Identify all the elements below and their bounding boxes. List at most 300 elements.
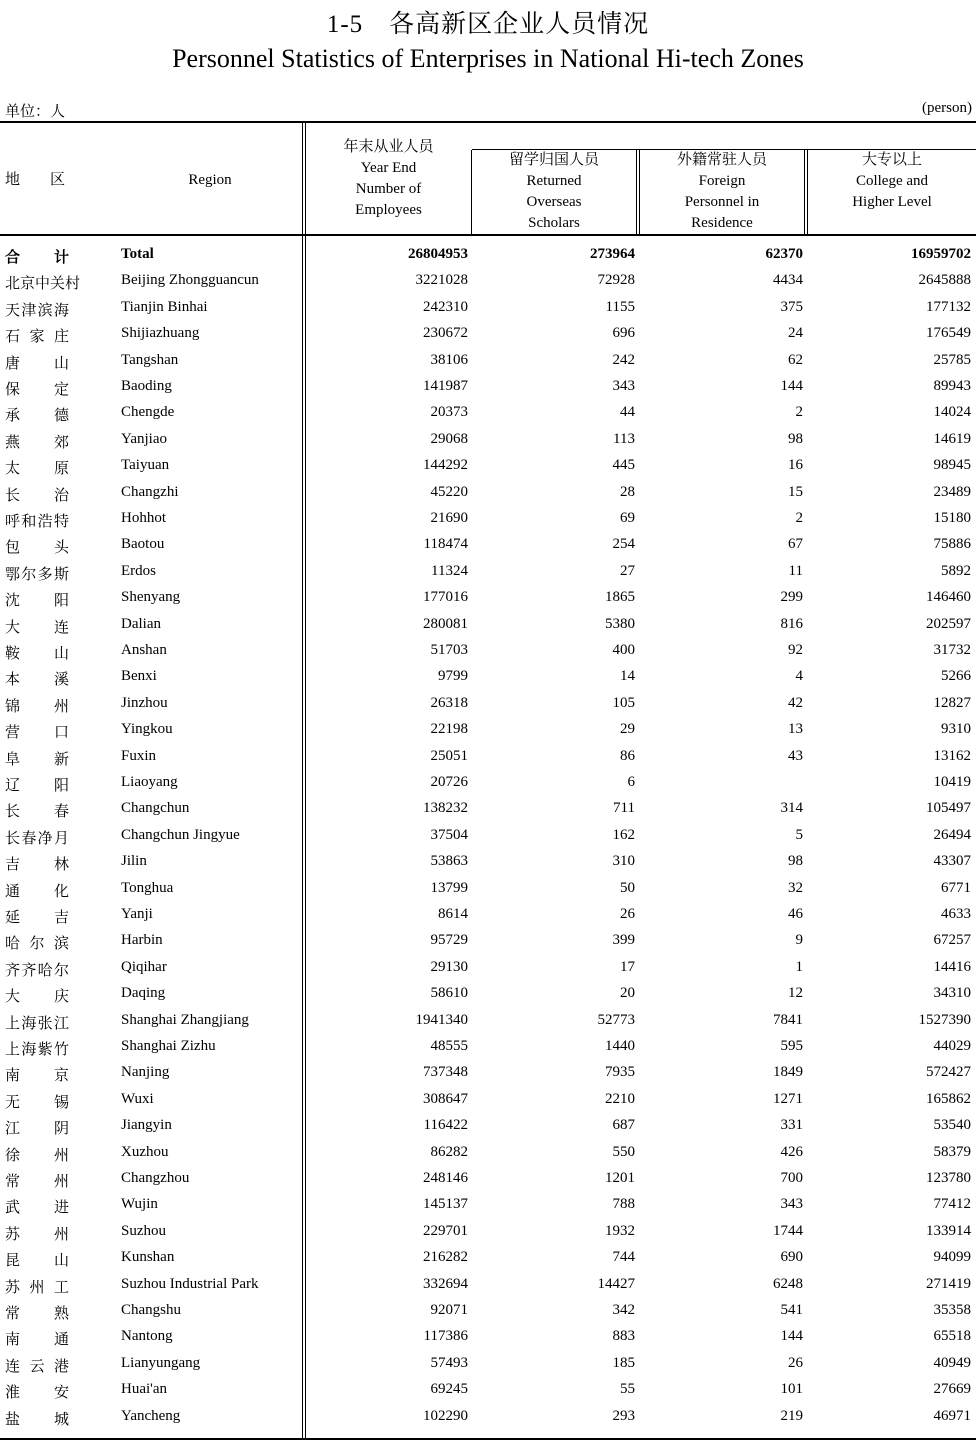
region-chinese-cell: 本溪 <box>5 672 69 689</box>
college-higher-cell: 35358 <box>933 1302 971 1318</box>
table-row <box>0 639 976 665</box>
region-chinese-cell: 唐山 <box>5 355 69 372</box>
year-end-employees-cell: 229701 <box>423 1222 468 1239</box>
year-end-employees-cell: 95729 <box>430 932 468 949</box>
foreign-personnel-cell: 144 <box>780 378 803 394</box>
header-col3-cn: 外籍常驻人员 <box>676 152 767 168</box>
region-chinese-cell: 常熟 <box>5 1306 69 1322</box>
region-chinese-cell: 昆山 <box>5 1253 69 1270</box>
foreign-personnel-cell: 9 <box>795 932 803 949</box>
header-col2-en1: Returned <box>526 173 582 189</box>
college-higher-cell: 67257 <box>933 932 971 949</box>
foreign-personnel-cell: 690 <box>780 1249 803 1266</box>
returned-scholars-cell: 1155 <box>605 298 635 315</box>
region-chinese-cell: 北京中关村 <box>5 276 81 293</box>
year-end-employees-cell: 57493 <box>430 1354 468 1371</box>
region-english-cell: Liaoyang <box>121 774 178 790</box>
college-higher-cell: 27669 <box>933 1381 971 1398</box>
region-english-cell: Shenyang <box>121 589 181 606</box>
region-english-cell: Jinzhou <box>121 694 168 711</box>
table-row <box>0 797 976 823</box>
table-row <box>0 507 976 533</box>
header-col2-cn: 留学归国人员 <box>508 152 599 168</box>
region-chinese-cell: 阜新 <box>5 751 69 768</box>
year-end-employees-cell: 11324 <box>431 562 468 579</box>
region-english-cell: Lianyungang <box>121 1354 201 1371</box>
year-end-employees-cell: 8614 <box>438 906 468 922</box>
region-english-cell: Xuzhou <box>121 1143 169 1160</box>
foreign-personnel-cell: 4 <box>795 668 803 685</box>
college-higher-cell: 44029 <box>933 1038 971 1054</box>
returned-scholars-cell: 14 <box>620 668 635 685</box>
college-higher-cell: 26494 <box>933 826 971 843</box>
year-end-employees-cell: 138232 <box>423 800 468 817</box>
year-end-employees-cell: 51703 <box>430 642 468 658</box>
header-col4-cn: 大专以上 <box>861 152 922 168</box>
foreign-personnel-cell: 700 <box>780 1170 803 1186</box>
year-end-employees-cell: 1941340 <box>415 1011 468 1028</box>
header-bottom-rule <box>0 234 976 236</box>
college-higher-cell: 10419 <box>933 774 971 790</box>
college-higher-cell: 202597 <box>926 615 971 632</box>
year-end-employees-cell: 21690 <box>430 510 468 526</box>
region-english-cell: Anshan <box>121 642 167 658</box>
foreign-personnel-cell: 43 <box>788 747 803 764</box>
table-row <box>0 1193 976 1219</box>
returned-scholars-cell: 28 <box>620 483 635 500</box>
returned-scholars-cell: 744 <box>612 1249 635 1266</box>
foreign-personnel-cell: 1271 <box>773 1090 803 1107</box>
table-row <box>0 956 976 982</box>
region-english-cell: Yanji <box>121 906 153 922</box>
returned-scholars-cell: 52773 <box>597 1011 635 1028</box>
region-english-cell: Yingkou <box>121 721 173 738</box>
region-english-cell: Changzhou <box>121 1170 190 1186</box>
region-english-cell: Dalian <box>121 615 161 632</box>
region-english-cell: Jilin <box>121 853 147 870</box>
college-higher-cell: 572427 <box>926 1064 971 1081</box>
returned-scholars-cell: 55 <box>620 1381 635 1398</box>
region-english-cell: Changchun Jingyue <box>121 826 240 843</box>
college-higher-cell: 94099 <box>933 1249 971 1266</box>
college-higher-cell: 89943 <box>933 378 971 394</box>
region-chinese-cell: 长春净月 <box>5 830 69 847</box>
year-end-employees-cell: 9799 <box>438 668 468 685</box>
region-english-cell: Beijing Zhongguancun <box>121 272 259 289</box>
region-chinese-cell: 上海张江 <box>5 1015 69 1032</box>
college-higher-cell: 4633 <box>941 906 971 922</box>
college-higher-cell: 9310 <box>941 721 971 738</box>
returned-scholars-cell: 113 <box>613 430 635 447</box>
year-end-employees-cell: 69245 <box>430 1381 468 1398</box>
returned-scholars-cell: 29 <box>620 721 635 738</box>
region-chinese-cell: 大连 <box>5 619 69 636</box>
region-chinese-cell: 承德 <box>5 408 69 425</box>
table-row <box>0 1035 976 1061</box>
region-english-cell: Shanghai Zizhu <box>121 1038 216 1054</box>
region-chinese-cell: 太原 <box>5 461 69 478</box>
foreign-personnel-cell: 12 <box>788 985 803 1002</box>
returned-scholars-cell: 6 <box>627 774 635 790</box>
college-higher-cell: 271419 <box>926 1275 971 1292</box>
returned-scholars-cell: 86 <box>620 747 635 764</box>
returned-scholars-cell: 293 <box>612 1407 635 1424</box>
region-chinese-cell: 呼和浩特 <box>5 514 69 530</box>
foreign-personnel-cell: 42 <box>788 694 803 711</box>
header-foreign-personnel <box>640 150 804 234</box>
year-end-employees-cell: 737348 <box>423 1064 468 1081</box>
table-row <box>0 349 976 375</box>
table-row <box>0 877 976 903</box>
header-region-chinese: 地 区 <box>5 172 66 188</box>
returned-scholars-cell: 44 <box>620 404 635 421</box>
region-english-cell: Yancheng <box>121 1407 181 1424</box>
returned-scholars-cell: 687 <box>612 1117 635 1134</box>
returned-scholars-cell: 27 <box>620 562 635 579</box>
foreign-personnel-cell: 67 <box>788 536 803 553</box>
returned-scholars-cell: 399 <box>612 932 635 949</box>
foreign-personnel-cell: 1744 <box>773 1222 803 1239</box>
region-english-cell: Shanghai Zhangjiang <box>121 1011 249 1028</box>
region-chinese-cell: 包头 <box>5 540 69 557</box>
year-end-employees-cell: 13799 <box>430 879 468 896</box>
table-row <box>0 718 976 744</box>
year-end-employees-cell: 26804953 <box>408 246 468 262</box>
college-higher-cell: 23489 <box>933 483 971 500</box>
region-chinese-cell: 南京 <box>5 1068 69 1085</box>
returned-scholars-cell: 1865 <box>605 589 635 606</box>
region-chinese-cell: 连云港 <box>5 1358 69 1375</box>
foreign-personnel-cell: 144 <box>780 1328 803 1345</box>
foreign-personnel-cell: 426 <box>780 1143 803 1160</box>
returned-scholars-cell: 254 <box>612 536 635 553</box>
foreign-personnel-cell: 2 <box>795 404 803 421</box>
year-end-employees-cell: 248146 <box>423 1170 468 1186</box>
table-row <box>0 1141 976 1167</box>
college-higher-cell: 25785 <box>933 351 971 368</box>
region-english-cell: Changchun <box>121 800 190 817</box>
region-english-cell: Baoding <box>121 378 172 394</box>
table-row <box>0 1114 976 1140</box>
region-english-cell: Tianjin Binhai <box>121 298 208 315</box>
region-english-cell: Suzhou Industrial Park <box>121 1275 259 1292</box>
header-col4-en1: College and <box>855 173 929 189</box>
header-col2-en2: Overseas <box>526 194 582 210</box>
region-english-cell: Total <box>121 246 154 262</box>
returned-scholars-cell: 550 <box>612 1143 635 1160</box>
foreign-personnel-cell: 46 <box>788 906 803 922</box>
region-english-cell: Qiqihar <box>121 958 167 975</box>
table-row <box>0 401 976 427</box>
year-end-employees-cell: 144292 <box>423 457 468 474</box>
region-chinese-cell: 大庆 <box>5 989 69 1006</box>
college-higher-cell: 58379 <box>933 1143 971 1160</box>
table-row <box>0 745 976 771</box>
returned-scholars-cell: 5380 <box>605 615 635 632</box>
region-english-cell: Kunshan <box>121 1249 175 1266</box>
college-higher-cell: 13162 <box>933 747 971 764</box>
foreign-personnel-cell: 314 <box>780 800 803 817</box>
foreign-personnel-cell: 1 <box>795 958 803 975</box>
college-higher-cell: 53540 <box>933 1117 971 1134</box>
unit-label-chinese: 单位：人 <box>5 104 66 120</box>
foreign-personnel-cell: 595 <box>780 1038 803 1054</box>
table-row <box>0 1167 976 1193</box>
region-english-cell: Daqing <box>121 985 166 1002</box>
returned-scholars-cell: 185 <box>612 1354 635 1371</box>
year-end-employees-cell: 20373 <box>430 404 468 421</box>
foreign-personnel-cell: 331 <box>780 1117 803 1134</box>
header-col1-cn: 年末从业人员 <box>343 139 434 155</box>
region-english-cell: Baotou <box>121 536 165 553</box>
region-english-cell: Jiangyin <box>121 1117 172 1134</box>
foreign-personnel-cell: 7841 <box>773 1011 803 1028</box>
table-row <box>0 824 976 850</box>
foreign-personnel-cell: 343 <box>780 1196 803 1213</box>
returned-scholars-cell: 50 <box>620 879 635 896</box>
table-row <box>0 269 976 295</box>
year-end-employees-cell: 332694 <box>423 1275 468 1292</box>
foreign-personnel-cell: 98 <box>788 430 803 447</box>
college-higher-cell: 1527390 <box>918 1011 971 1028</box>
header-col1-en1: Year End <box>360 160 417 176</box>
table-row <box>0 1299 976 1325</box>
year-end-employees-cell: 102290 <box>423 1407 468 1424</box>
region-chinese-cell: 长治 <box>5 487 69 504</box>
foreign-personnel-cell: 24 <box>788 325 803 342</box>
returned-scholars-cell: 7935 <box>605 1064 635 1081</box>
table-row <box>0 929 976 955</box>
college-higher-cell: 16959702 <box>911 246 971 262</box>
region-chinese-cell: 江阴 <box>5 1121 69 1138</box>
foreign-personnel-cell: 2 <box>795 510 803 526</box>
college-higher-cell: 14619 <box>933 430 971 447</box>
year-end-employees-cell: 92071 <box>430 1302 468 1318</box>
year-end-employees-cell: 216282 <box>423 1249 468 1266</box>
region-chinese-cell: 合计 <box>5 250 69 266</box>
college-higher-cell: 5266 <box>941 668 971 685</box>
header-col4-en2: Higher Level <box>852 194 932 210</box>
college-higher-cell: 15180 <box>933 510 971 526</box>
returned-scholars-cell: 1440 <box>605 1038 635 1054</box>
table-row <box>0 1246 976 1272</box>
foreign-personnel-cell: 101 <box>780 1381 803 1398</box>
college-higher-cell: 75886 <box>933 536 971 553</box>
returned-scholars-cell: 696 <box>612 325 635 342</box>
college-higher-cell: 2645888 <box>918 272 971 289</box>
region-english-cell: Wujin <box>121 1196 158 1213</box>
table-row <box>0 903 976 929</box>
table-row <box>0 586 976 612</box>
college-higher-cell: 31732 <box>933 642 971 658</box>
year-end-employees-cell: 141987 <box>423 378 468 394</box>
table-row <box>0 428 976 454</box>
region-chinese-cell: 沈阳 <box>5 593 69 610</box>
college-higher-cell: 133914 <box>926 1222 971 1239</box>
foreign-personnel-cell: 16 <box>788 457 803 474</box>
returned-scholars-cell: 788 <box>612 1196 635 1213</box>
table-row <box>0 375 976 401</box>
foreign-personnel-cell: 299 <box>780 589 803 606</box>
table-row <box>0 454 976 480</box>
year-end-employees-cell: 116422 <box>423 1117 468 1134</box>
college-higher-cell: 43307 <box>933 853 971 870</box>
year-end-employees-cell: 37504 <box>430 826 468 843</box>
returned-scholars-cell: 26 <box>620 906 635 922</box>
year-end-employees-cell: 58610 <box>430 985 468 1002</box>
table-row <box>0 1352 976 1378</box>
foreign-personnel-cell: 32 <box>788 879 803 896</box>
region-chinese-cell: 辽阳 <box>5 778 69 794</box>
bottom-rule <box>0 1438 976 1440</box>
college-higher-cell: 46971 <box>933 1407 971 1424</box>
year-end-employees-cell: 280081 <box>423 615 468 632</box>
table-row <box>0 1061 976 1087</box>
header-col1-en3: Employees <box>355 202 422 218</box>
college-higher-cell: 5892 <box>941 562 971 579</box>
year-end-employees-cell: 230672 <box>423 325 468 342</box>
region-chinese-cell: 长春 <box>5 804 69 821</box>
table-row <box>0 982 976 1008</box>
region-chinese-cell: 天津滨海 <box>5 302 69 319</box>
region-chinese-cell: 武进 <box>5 1200 69 1217</box>
year-end-employees-cell: 308647 <box>423 1090 468 1107</box>
returned-scholars-cell: 342 <box>612 1302 635 1318</box>
header-col2-en3: Scholars <box>528 215 580 231</box>
year-end-employees-cell: 145137 <box>423 1196 468 1213</box>
college-higher-cell: 98945 <box>933 457 971 474</box>
college-higher-cell: 77412 <box>933 1196 971 1213</box>
table-row <box>0 1220 976 1246</box>
year-end-employees-cell: 26318 <box>430 694 468 711</box>
college-higher-cell: 165862 <box>926 1090 971 1107</box>
region-chinese-cell: 淮安 <box>5 1385 69 1402</box>
col-divider-2a <box>636 150 637 234</box>
year-end-employees-cell: 3221028 <box>415 272 468 289</box>
region-chinese-cell: 哈尔滨 <box>5 936 69 953</box>
returned-scholars-cell: 400 <box>612 642 635 658</box>
header-col3-en1: Foreign <box>698 173 746 189</box>
returned-scholars-cell: 72928 <box>597 272 635 289</box>
header-returned-scholars <box>472 150 636 234</box>
unit-label-english: (person) <box>922 100 972 116</box>
foreign-personnel-cell: 4434 <box>773 272 803 289</box>
returned-scholars-cell: 445 <box>612 457 635 474</box>
region-chinese-cell: 延吉 <box>5 910 69 926</box>
foreign-personnel-cell: 541 <box>780 1302 803 1318</box>
table-row <box>0 322 976 348</box>
region-english-cell: Changshu <box>121 1302 181 1318</box>
region-chinese-cell: 锦州 <box>5 698 69 715</box>
title-english: Personnel Statistics of Enterprises in National Hi-tech Zones <box>172 44 804 73</box>
table-row <box>0 850 976 876</box>
region-english-cell: Changzhi <box>121 483 179 500</box>
header-region-english: Region <box>188 172 232 188</box>
college-higher-cell: 105497 <box>926 800 971 817</box>
year-end-employees-cell: 242310 <box>423 298 468 315</box>
year-end-employees-cell: 118474 <box>423 536 468 553</box>
header-college-higher <box>808 150 976 213</box>
table-row <box>0 1378 976 1404</box>
region-english-cell: Erdos <box>121 562 156 579</box>
year-end-employees-cell: 117386 <box>423 1328 468 1345</box>
returned-scholars-cell: 711 <box>613 800 635 817</box>
returned-scholars-cell: 14427 <box>597 1275 635 1292</box>
college-higher-cell: 176549 <box>926 325 971 342</box>
region-english-cell: Harbin <box>121 932 163 949</box>
table-row <box>0 665 976 691</box>
region-chinese-cell: 吉林 <box>5 857 69 874</box>
college-higher-cell: 14024 <box>933 404 971 421</box>
year-end-employees-cell: 45220 <box>430 483 468 500</box>
returned-scholars-cell: 1932 <box>605 1222 635 1239</box>
table-row <box>0 560 976 586</box>
foreign-personnel-cell: 219 <box>780 1407 803 1424</box>
returned-scholars-cell: 2210 <box>605 1090 635 1107</box>
year-end-employees-cell: 25051 <box>430 747 468 764</box>
returned-scholars-cell: 343 <box>612 378 635 394</box>
table-row <box>0 692 976 718</box>
top-rule <box>0 121 976 123</box>
foreign-personnel-cell: 62370 <box>765 246 803 262</box>
table-row <box>0 1405 976 1431</box>
header-col3-en2: Personnel in <box>684 194 760 210</box>
returned-scholars-cell: 242 <box>612 351 635 368</box>
table-row <box>0 1273 976 1299</box>
region-english-cell: Fuxin <box>121 747 157 764</box>
region-chinese-cell: 鄂尔多斯 <box>5 566 69 583</box>
region-english-cell: Chengde <box>121 404 175 421</box>
returned-scholars-cell: 310 <box>612 853 635 870</box>
college-higher-cell: 14416 <box>933 958 971 975</box>
region-english-cell: Shijiazhuang <box>121 325 200 342</box>
college-higher-cell: 65518 <box>933 1328 971 1345</box>
region-chinese-cell: 保定 <box>5 382 69 398</box>
college-higher-cell: 6771 <box>941 879 971 896</box>
table-row <box>0 771 976 797</box>
college-higher-cell: 34310 <box>933 985 971 1002</box>
region-chinese-cell: 苏州 <box>5 1226 69 1243</box>
foreign-personnel-cell: 98 <box>788 853 803 870</box>
foreign-personnel-cell: 92 <box>788 642 803 658</box>
region-english-cell: Tangshan <box>121 351 179 368</box>
foreign-personnel-cell: 11 <box>788 562 803 579</box>
region-english-cell: Taiyuan <box>121 457 170 474</box>
table-row <box>0 481 976 507</box>
region-chinese-cell: 燕郊 <box>5 434 69 451</box>
college-higher-cell: 40949 <box>933 1354 971 1371</box>
region-chinese-cell: 石家庄 <box>5 329 69 346</box>
college-higher-cell: 177132 <box>926 298 971 315</box>
year-end-employees-cell: 177016 <box>423 589 468 606</box>
year-end-employees-cell: 38106 <box>430 351 468 368</box>
returned-scholars-cell: 17 <box>620 958 635 975</box>
college-higher-cell: 123780 <box>926 1170 971 1186</box>
year-end-employees-cell: 53863 <box>430 853 468 870</box>
region-chinese-cell: 南通 <box>5 1332 69 1349</box>
region-english-cell: Nanjing <box>121 1064 170 1081</box>
returned-scholars-cell: 162 <box>612 826 635 843</box>
year-end-employees-cell: 29130 <box>430 958 468 975</box>
region-chinese-cell: 上海紫竹 <box>5 1042 69 1058</box>
header-year-end-employees <box>306 137 471 221</box>
returned-scholars-cell: 273964 <box>590 246 635 262</box>
foreign-personnel-cell: 13 <box>788 721 803 738</box>
region-english-cell: Tonghua <box>121 879 174 896</box>
region-chinese-cell: 齐齐哈尔 <box>5 962 69 979</box>
foreign-personnel-cell: 15 <box>788 483 803 500</box>
year-end-employees-cell: 86282 <box>430 1143 468 1160</box>
